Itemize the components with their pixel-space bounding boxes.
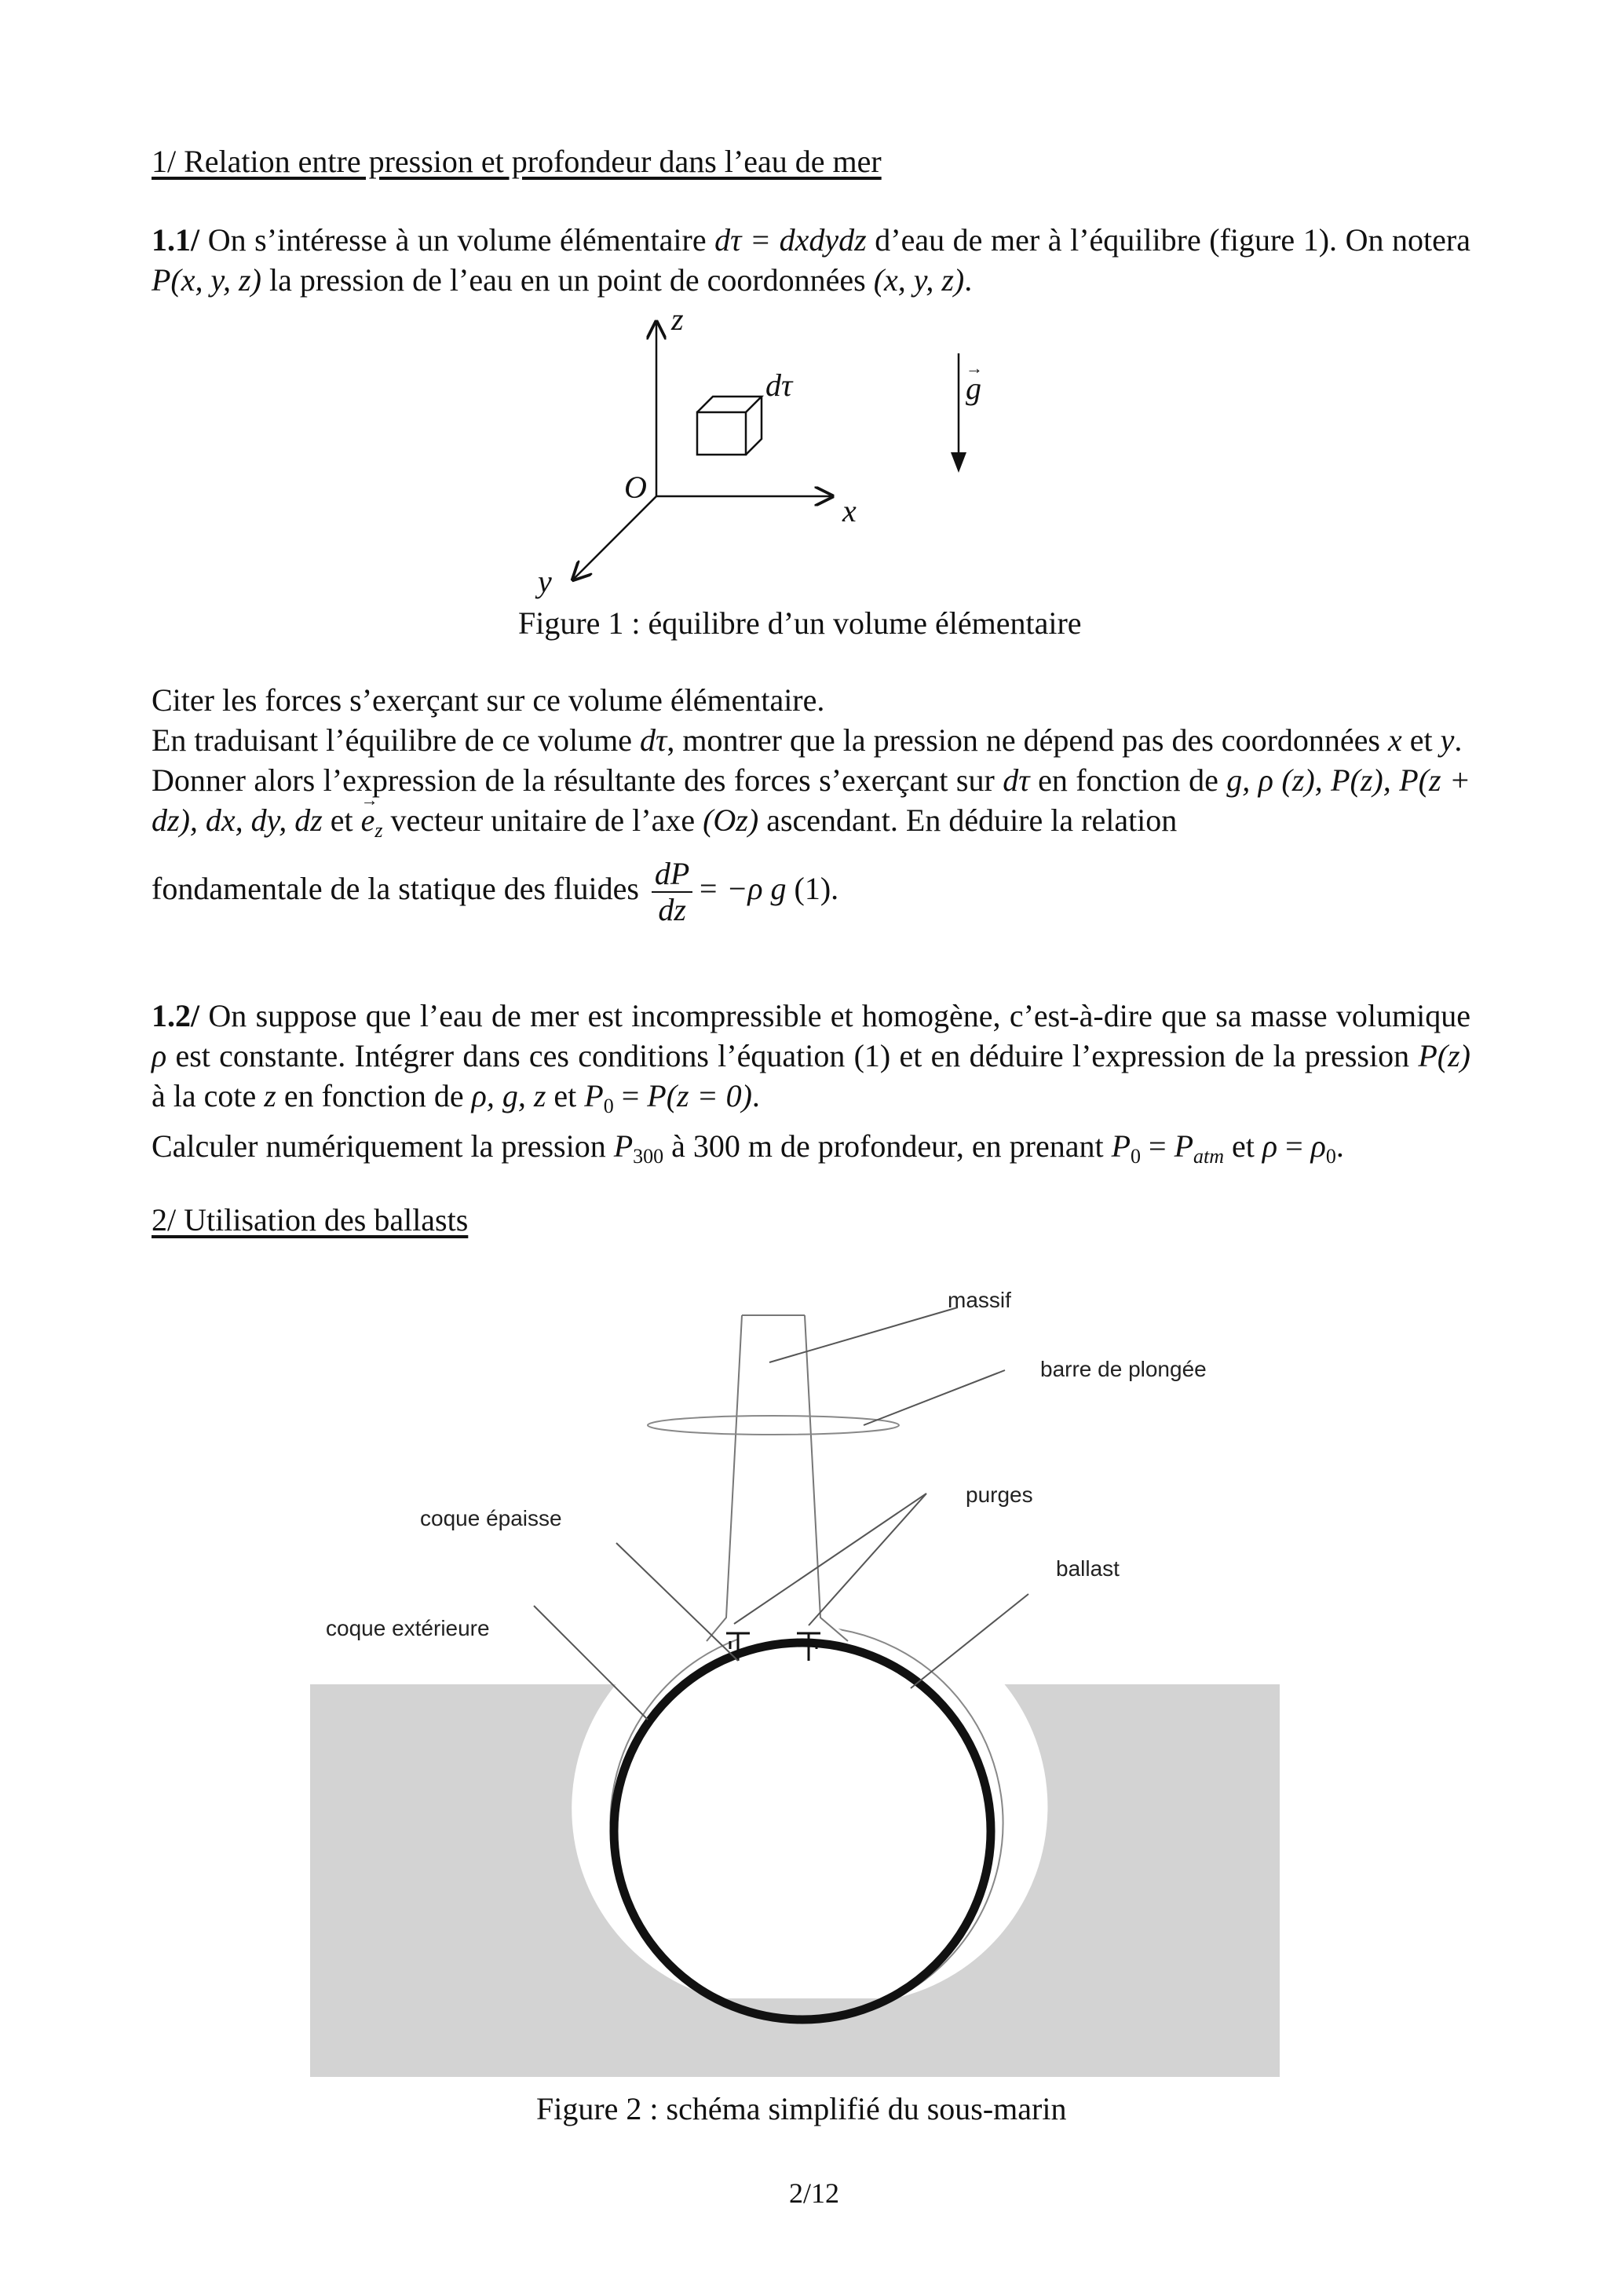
q11-text1: On s’intéresse à un volume élémentaire: [199, 222, 715, 258]
section2-title: 2/ Utilisation des ballasts: [152, 1202, 469, 1238]
fig1-label-y: y: [538, 564, 552, 599]
leader-barre: [864, 1370, 1005, 1425]
question-1-1-tasks: [152, 680, 1470, 927]
question-1-1: [152, 220, 1470, 300]
q11-coords: (x, y, z): [873, 262, 965, 298]
figure2-caption: Figure 2 : schéma simplifié du sous-marin: [536, 2091, 1067, 2126]
figure1-caption: Figure 1 : équilibre d’un volume élémentaire: [518, 605, 1082, 641]
fig1-label-z: z: [671, 302, 684, 337]
fig1-label-g: → g: [966, 369, 981, 408]
fig1-label-x: x: [842, 493, 857, 528]
q11-task-forces: Citer les forces s’exerçant sur ce volume élémentaire.: [152, 682, 825, 718]
dp-dz-fraction: $\frac{dP}{dz}$: [652, 857, 692, 927]
gravity-arrowhead: [951, 452, 966, 473]
label-massif: massif: [948, 1288, 1011, 1312]
q11-task-resultant: Donner alors l’expression de la résultante des forces s’exerçant sur dτ en fonction de g, ρ (z), P(z), P(z + dz), dx, dy, dz et → $e_z$ vecteur unitaire de l’axe (Oz) ascendant. En déduire la relation: [152, 760, 1470, 850]
figure-2-diagram: [298, 1272, 1303, 2104]
label-purges: purges: [966, 1483, 1033, 1507]
fig1-label-dtau: dτ: [765, 367, 793, 403]
q11-equation: dτ = dxdydz: [714, 222, 867, 258]
label-barre-de-plongee: barre de plongée: [1040, 1357, 1207, 1381]
volume-cube: [697, 397, 762, 455]
q11-text2: d’eau de mer à l’équilibre (figure 1). On notera: [866, 222, 1470, 258]
q12-numeric-task: Calculer numériquement la pression $P_{300}$ à 300 m de profondeur, en prenant $P_0 = P_{atm}$ et $\rho = \rho_0$.: [152, 1128, 1344, 1168]
q11-pressure: P(x, y, z): [152, 262, 261, 298]
label-ballast: ballast: [1056, 1556, 1120, 1581]
q11-text3: la pression de l’eau en un point de coordonnées: [261, 262, 874, 298]
label-coque-exterieure: coque extérieure: [326, 1616, 490, 1640]
q11-number: 1.1/: [152, 222, 200, 258]
section1-title: 1/ Relation entre pression et profondeur dans l’eau de mer: [152, 144, 882, 179]
q11-task-independence: En traduisant l’équilibre de ce volume dτ, montrer que la pression ne dépend pas des coordonnées x et y.: [152, 722, 1463, 758]
label-coque-epaisse: coque épaisse: [420, 1506, 562, 1530]
page-number: 2/12: [789, 2177, 840, 2209]
q11-task-fundamental: fondamentale de la statique des fluides $\frac{dP}{dz}$ = −ρ g (1).: [152, 856, 839, 927]
y-axis: [573, 496, 656, 579]
fig1-label-O: O: [624, 470, 647, 505]
figure-1-diagram: [534, 306, 1036, 605]
q12-number: 1.2/: [152, 998, 200, 1033]
q11-text4: .: [964, 262, 973, 298]
question-1-2: 1.2/ On suppose que l’eau de mer est incompressible et homogène, c’est-à-dire que sa masse volumique ρ est constante. Intégrer dans ces conditions l’équation (1) et en déduire l’expression de la pression P(z) à la cote z en fonction de ρ, g, z et $P_0 = P(z = 0)$. Calculer numériquement la pression $P_{300}$ à 300 m de profondeur, en prenant $P_0 = P_{atm}$ et $\rho = \rho_0$.: [152, 996, 1470, 1176]
